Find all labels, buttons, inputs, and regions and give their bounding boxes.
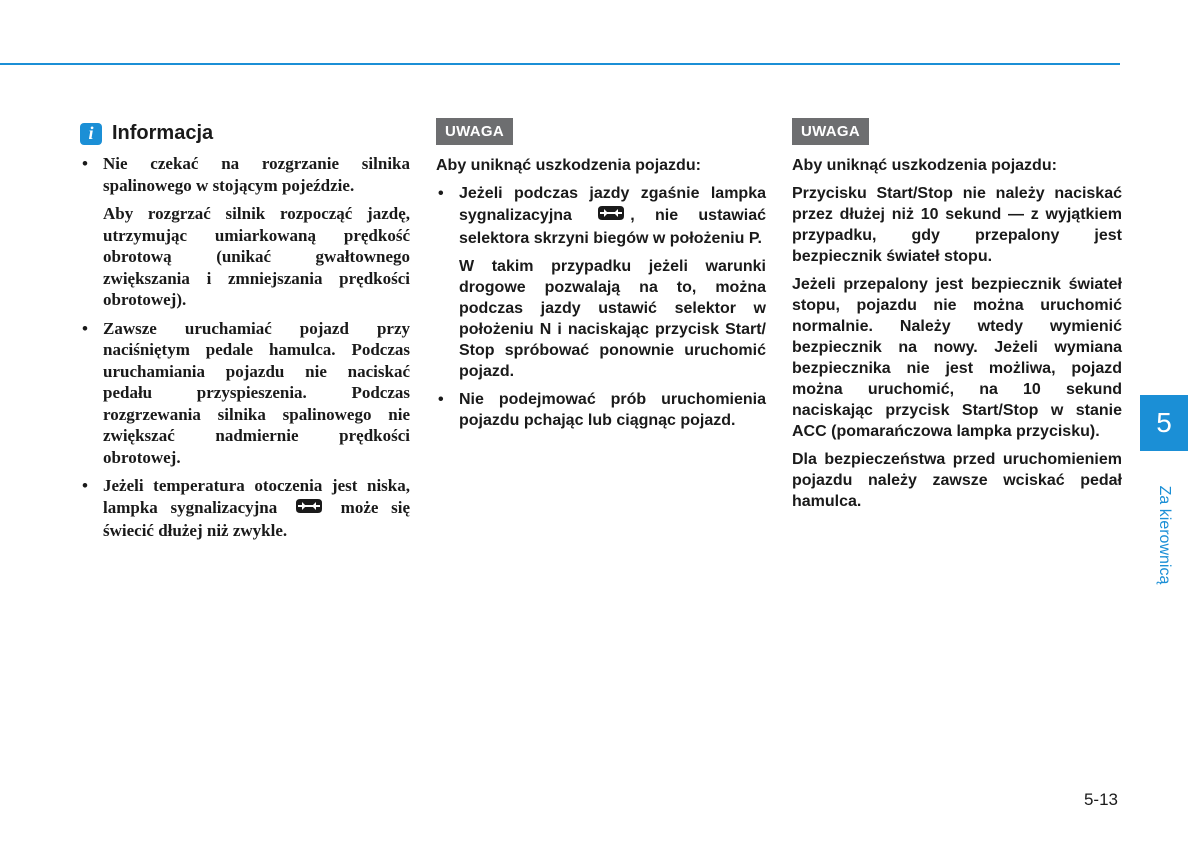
caution-column-1 bbox=[436, 118, 766, 438]
caution-paragraph: Jeżeli przepalony jest bezpiecznik świateł stopu, pojazdu nie można uruchomić normalnie. Należy wtedy wymienić bezpiecznik na nowy. Jeżeli wymiana bezpiecznika nie jest możliwa, pojazd można uruchomić, na 10 sekund naciskając przycisk Start/Stop w stanie ACC (pomarańczowa lampka przycisku). bbox=[792, 276, 1122, 440]
powertrain-warning-lamp-icon bbox=[294, 497, 324, 521]
caution-list bbox=[436, 183, 766, 431]
header-rule bbox=[0, 63, 1120, 65]
info-item-subtext: Aby rozgrzać silnik rozpocząć jazdę, utrzymując umiarkowaną prędkość obrotową (unikać gwałtownego zwiększania i zmniejszania prędkości obrotowej). bbox=[103, 204, 410, 309]
info-title: Informacja bbox=[112, 122, 214, 145]
caution-lead: Aby uniknąć uszkodzenia pojazdu: bbox=[792, 157, 1057, 174]
caution-paragraph: Dla bezpieczeństwa przed uruchomieniem pojazdu należy zawsze wciskać pedał hamulca. bbox=[792, 451, 1122, 510]
info-item bbox=[80, 318, 410, 469]
info-item bbox=[80, 475, 410, 542]
info-list bbox=[80, 153, 410, 542]
caution-item bbox=[436, 183, 766, 382]
caution-paragraph: Przycisku Start/Stop nie należy naciskać przez dłużej niż 10 sekund — z wyjątkiem przypadku, gdy przepalony jest bezpiecznik świateł stopu. bbox=[792, 185, 1122, 265]
info-item-text: Jeżeli temperatura otoczenia jest niska, lampka sygnalizacyjna bbox=[103, 476, 410, 517]
powertrain-warning-lamp-icon bbox=[596, 204, 626, 228]
info-icon: i bbox=[80, 123, 102, 145]
caution-item-subtext: W takim przypadku jeżeli warunki drogowe pozwalają na to, można podczas jazdy ustawić selektor w położeniu N i naciskając przycisk Start/ Stop spróbować ponownie uruchomić pojazd. bbox=[459, 258, 766, 380]
info-item-text-after: może się świecić dłużej niż zwykle. bbox=[103, 497, 411, 541]
caution-column-2 bbox=[792, 118, 1122, 519]
info-item-text: Nie czekać na rozgrzanie silnika spalinowego w stojącym pojeździe. bbox=[103, 154, 410, 195]
info-item-text: Zawsze uruchamiać pojazd przy naciśniętym pedale hamulca. Podczas uruchamiania pojazdu nie naciskać pedału przyspieszenia. Podczas rozgrzewania silnika spalinowego nie zwiększać nadmiernie prędkości obrotowej. bbox=[103, 318, 410, 467]
info-heading bbox=[80, 118, 410, 150]
caution-item-text: Jeżeli podczas jazdy zgaśnie lampka sygnalizacyjna bbox=[459, 185, 766, 225]
caution-item bbox=[436, 389, 766, 431]
info-item bbox=[80, 153, 410, 311]
caution-badge: UWAGA bbox=[436, 118, 513, 145]
page-number: 5-13 bbox=[1083, 790, 1118, 809]
chapter-label: Za kierownicą bbox=[1156, 485, 1173, 585]
info-column bbox=[80, 118, 410, 549]
caution-item-text: Nie podejmować prób uruchomienia pojazdu pchając lub ciągnąc pojazd. bbox=[459, 391, 766, 429]
caution-lead: Aby uniknąć uszkodzenia pojazdu: bbox=[436, 157, 701, 174]
caution-badge: UWAGA bbox=[792, 118, 869, 145]
chapter-tab: 5 bbox=[1140, 395, 1188, 451]
caution-item-text-after: , nie ustawiać selektora skrzyni biegów w położeniu P. bbox=[459, 207, 766, 247]
